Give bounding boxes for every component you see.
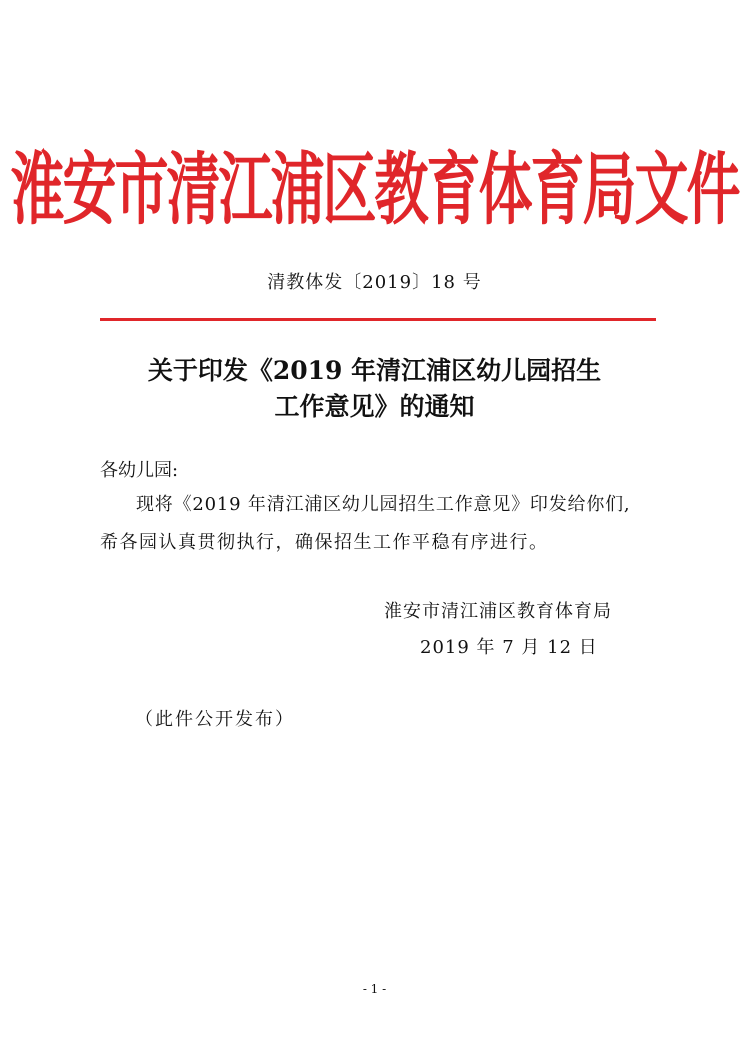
document-header-title: 淮安市清江浦区教育体育局文件 <box>10 142 739 236</box>
body-paragraph-line-2: 希各园认真贯彻执行，确保招生工作平稳有序进行。 <box>100 532 549 553</box>
issuer-signature: 淮安市清江浦区教育体育局 <box>384 601 612 622</box>
issue-date: 2019 年 7 月 12 日 <box>420 637 598 658</box>
document-subject <box>0 353 749 425</box>
page-number: - 1 - <box>362 982 387 996</box>
subject-line-1: 关于印发《2019 年清江浦区幼儿园招生 <box>147 356 602 385</box>
salutation: 各幼儿园: <box>100 460 179 481</box>
disclosure-note: （此件公开发布） <box>135 709 295 730</box>
body-paragraph-line-1: 现将《2019 年清江浦区幼儿园招生工作意见》印发给你们, <box>136 494 631 515</box>
red-divider-line <box>100 318 656 321</box>
document-number: 清教体发〔2019〕18 号 <box>267 272 482 293</box>
subject-line-2: 工作意见》的通知 <box>274 392 475 421</box>
